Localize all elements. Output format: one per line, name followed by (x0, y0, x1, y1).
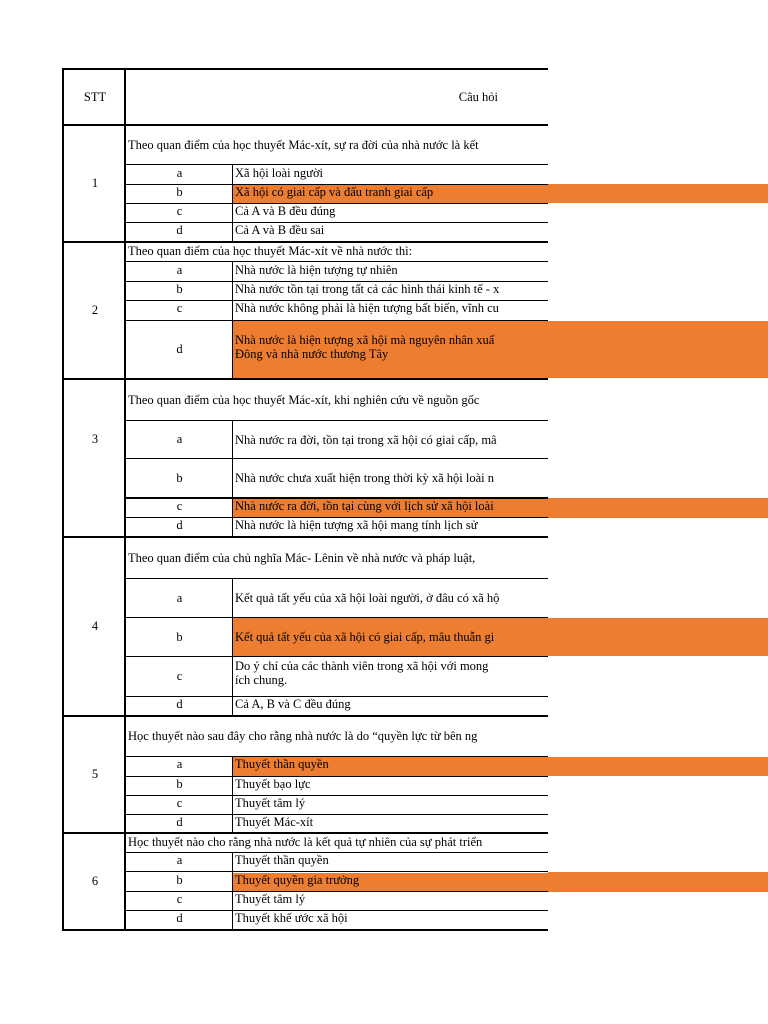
grid-option-border (232, 578, 233, 716)
stt-4: 4 (91, 619, 99, 633)
question-1-text: Theo quan điểm của học thuyết Mác-xít, sự ra đời của nhà nước là kết (128, 137, 479, 152)
option-key: b (176, 282, 183, 296)
option-text: Nhà nước chưa xuất hiện trong thời kỳ xã hội loài n (235, 471, 495, 485)
option-text: Nhà nước tồn tại trong tất cả các hình thái kinh tế - x (235, 282, 500, 296)
option-key: a (176, 853, 183, 867)
question-6-text: Học thuyết nào cho rằng nhà nước là kết quả tự nhiên của sự phát triển (128, 835, 483, 849)
option-text: Nhà nước ra đời, tồn tại trong xã hội có giai cấp, mâ (235, 432, 497, 447)
answer-highlight-q5 (548, 757, 768, 776)
option-text: Cả A, B và C đều đúng (235, 697, 351, 711)
option-text-line2: ích chung. (235, 673, 288, 687)
option-key: d (176, 911, 183, 925)
grid-stt-border (124, 68, 126, 931)
option-key: c (176, 499, 183, 513)
option-text: Nhà nước không phải là hiện tượng bất biến, vĩnh cu (235, 301, 499, 315)
option-key: c (176, 204, 183, 218)
option-key: a (176, 432, 183, 446)
option-text: Cả A và B đều sai (235, 223, 325, 237)
option-text-correct: Xã hội có giai cấp và đấu tranh giai cấp (233, 185, 550, 203)
option-key: d (176, 223, 183, 237)
grid-option-border (232, 261, 233, 379)
stt-2: 2 (91, 303, 99, 317)
header-question: Câu hỏi (458, 90, 498, 104)
header-stt: STT (83, 89, 107, 104)
grid-line (62, 241, 548, 243)
option-text: Nhà nước là hiện tượng tự nhiên (235, 263, 398, 277)
answer-highlight-q4 (548, 618, 768, 656)
option-text-correct: Kết quả tất yếu của xã hội có giai cấp, mâu thuẫn gi (233, 618, 550, 656)
option-text: Nhà nước là hiện tượng xã hội mang tính lịch sử (235, 518, 478, 532)
grid-option-border (232, 164, 233, 242)
answer-highlight-q6 (548, 872, 768, 892)
option-key: d (176, 815, 183, 829)
option-text (233, 659, 550, 696)
question-5-text: Học thuyết nào sau đây cho rằng nhà nước là do “quyền lực từ bên ng (128, 728, 478, 743)
option-text: Thuyết bạo lực (235, 777, 311, 791)
grid-line (126, 261, 548, 262)
option-key: b (176, 777, 183, 791)
stt-1: 1 (91, 176, 99, 190)
stt-cell-continuation (64, 499, 126, 536)
question-2-text: Theo quan điểm của học thuyết Mác-xít về nhà nước thì: (128, 244, 413, 258)
option-key: a (176, 757, 183, 771)
answer-highlight-q1 (548, 184, 768, 203)
option-key: c (176, 669, 183, 683)
answer-highlight-q3 (548, 498, 768, 518)
option-text-line1: Nhà nước là hiện tượng xã hội mà nguyên nhân xuấ (235, 333, 495, 347)
grid-option-border (232, 420, 233, 537)
option-text: Kết quả tất yếu của xã hội loài người, ở đâu có xã hộ (235, 591, 500, 605)
option-key: b (176, 873, 183, 887)
option-text: Thuyết tâm lý (235, 796, 306, 810)
option-key: b (176, 470, 183, 485)
option-text-correct: Thuyết thần quyền (233, 757, 550, 776)
option-text: Thuyết tâm lý (235, 892, 306, 906)
grid-line (62, 929, 548, 931)
option-text-correct (233, 321, 548, 378)
option-key: c (176, 301, 183, 315)
stt-6: 6 (91, 874, 99, 888)
answer-highlight-q2 (548, 321, 768, 378)
option-text: Thuyết Mác-xít (235, 815, 314, 829)
option-text: Thuyết thần quyền (235, 853, 329, 867)
option-text-correct: Thuyết quyền gia trưởng (233, 873, 550, 891)
option-text-correct: Nhà nước ra đời, tồn tại cùng với lịch sử xã hội loài (233, 499, 550, 517)
option-key: c (176, 796, 183, 810)
option-key: c (176, 892, 183, 906)
grid-line (126, 871, 548, 872)
stt-5: 5 (91, 767, 99, 781)
option-key: b (176, 629, 183, 644)
option-key: d (176, 697, 183, 711)
option-key: a (176, 590, 183, 605)
option-key: d (176, 342, 183, 356)
option-text: Thuyết khế ước xã hội (235, 911, 348, 925)
grid-option-border (232, 852, 233, 930)
question-4-text: Theo quan điểm của chủ nghĩa Mác- Lênin về nhà nước và pháp luật, (128, 550, 476, 565)
option-key: a (176, 166, 183, 180)
grid-left-border (62, 68, 64, 931)
option-text: Cả A và B đều đúng (235, 204, 336, 218)
option-text-line2: Đông và nhà nước thương Tây (235, 347, 389, 361)
stt-3: 3 (91, 431, 99, 446)
question-3-text: Theo quan điểm của học thuyết Mác-xít, khi nghiên cứu về nguồn gốc (128, 392, 480, 407)
grid-option-border (232, 756, 233, 833)
option-key: d (176, 518, 183, 532)
grid-line (126, 164, 548, 165)
option-key: a (176, 263, 183, 277)
grid-line (62, 832, 548, 834)
option-key: b (176, 185, 183, 199)
option-text: Xã hội loài người (235, 166, 324, 180)
option-text-line1: Do ý chí của các thành viên trong xã hội với mong (235, 659, 489, 673)
